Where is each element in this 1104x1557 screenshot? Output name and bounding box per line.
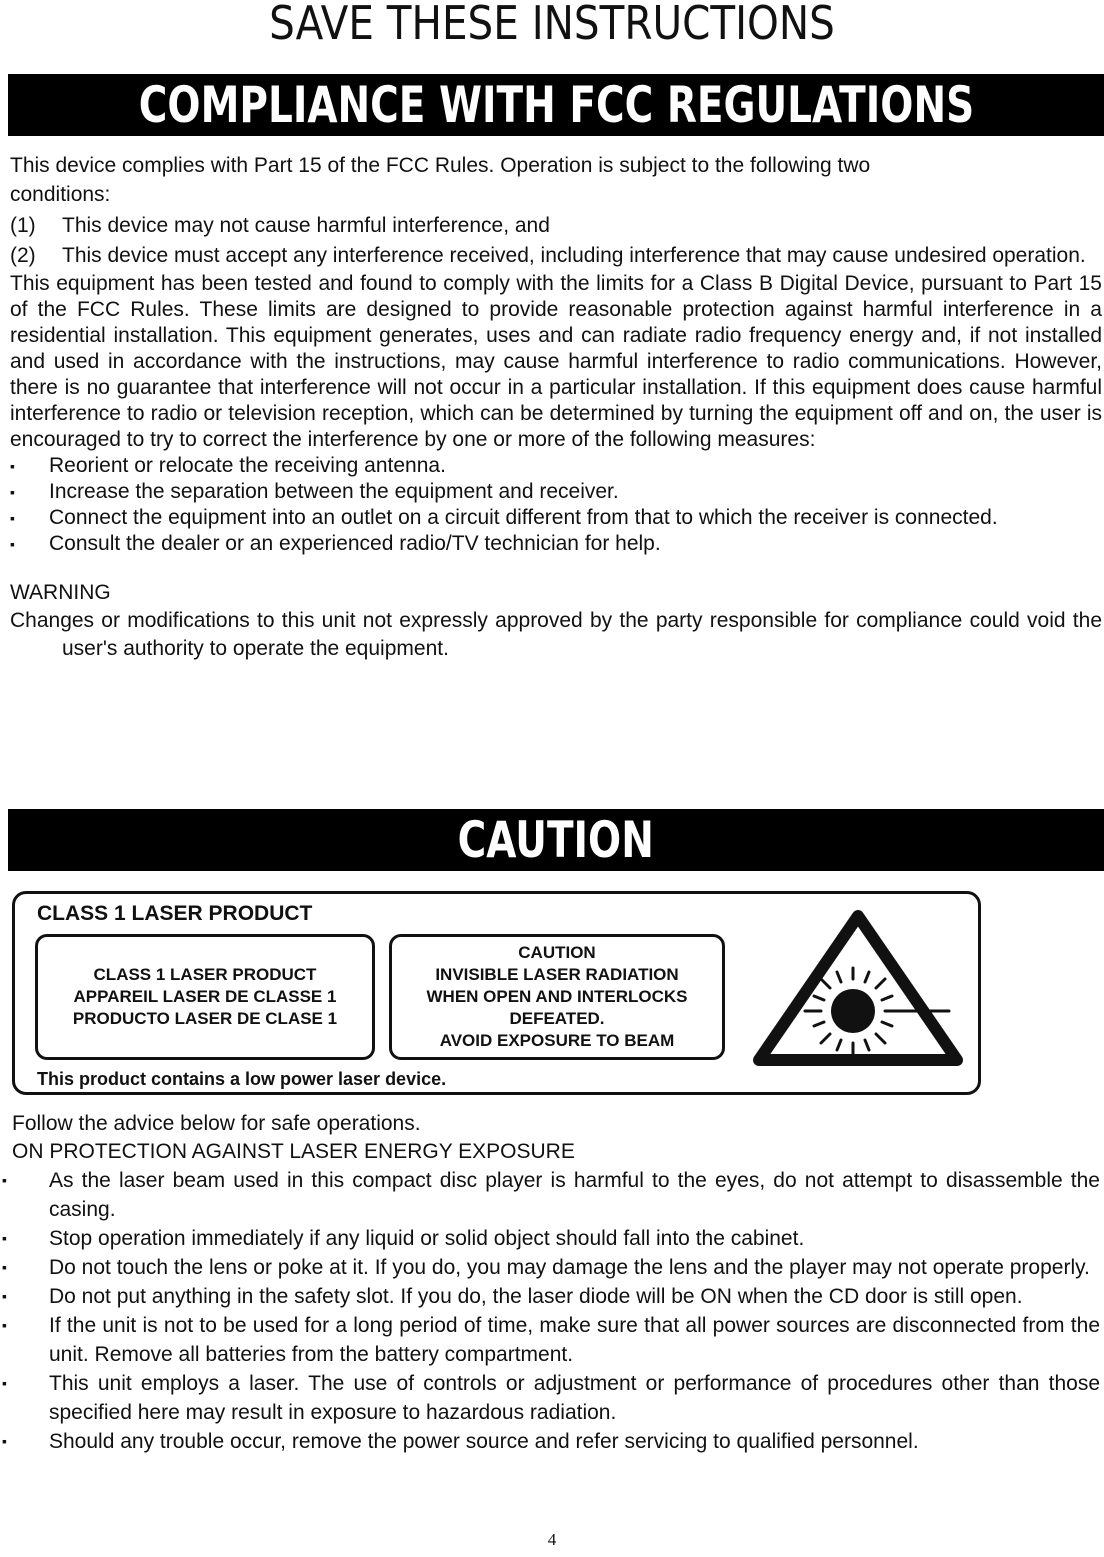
square-bullet-icon: ▪ [10,484,15,500]
measure-text: Consult the dealer or an experienced radio/TV technician for help. [49,532,661,555]
square-bullet-icon: ▪ [2,1259,7,1275]
laser-class-label [35,934,375,1060]
caution-item-text: Do not put anything in the safety slot. If you do, the laser diode will be ON when the CD door is still open. [49,1285,1023,1308]
laser-label-footer: This product contains a low power laser device. [37,1069,447,1089]
fcc-conditions [10,211,1102,271]
square-bullet-icon: ▪ [2,1172,7,1188]
measure-text: Increase the separation between the equipment and receiver. [49,480,619,503]
square-bullet-icon: ▪ [10,510,15,526]
square-bullet-icon: ▪ [10,458,15,474]
fcc-measures [10,453,1102,557]
laser-label-heading: CLASS 1 LASER PRODUCT [37,902,313,925]
fcc-banner [8,74,1104,136]
square-bullet-icon: ▪ [10,536,15,552]
caution-item-text: This unit employs a laser. The use of controls or adjustment or performance of procedures other than those specified here may result in exposure to hazardous radiation. [49,1372,1100,1424]
page-number: 4 [547,1530,557,1549]
measure-item [10,479,1102,505]
protection-heading: ON PROTECTION AGAINST LASER ENERGY EXPOSURE [12,1140,575,1163]
caution-item [0,1224,1100,1253]
square-bullet-icon: ▪ [2,1317,7,1333]
caution-section [0,1110,1100,1456]
laser-warning-triangle-icon [753,906,963,1066]
warning-text: Changes or modifications to this unit not expressly approved by the party responsible for compliance could void the user's authority to operate the equipment. [10,609,1102,660]
caution-item [0,1253,1100,1282]
caution-item-text: Should any trouble occur, remove the power source and refer servicing to qualified personnel. [49,1430,919,1453]
laser-caution-label [389,934,725,1060]
laser-class-line: CLASS 1 LASER PRODUCT [93,965,317,984]
measure-text: Reorient or relocate the receiving antenna. [49,454,446,477]
caution-item [0,1369,1100,1427]
fcc-banner-text: COMPLIANCE WITH FCC REGULATIONS [138,76,974,134]
condition-number: (1) [10,214,36,237]
caution-item-text: As the laser beam used in this compact disc player is harmful to the eyes, do not attempt to disassemble the casing. [49,1169,1100,1221]
square-bullet-icon: ▪ [2,1375,7,1391]
caution-item [0,1282,1100,1311]
laser-label-panel [12,891,981,1095]
caution-item [0,1166,1100,1224]
measure-item [10,531,1102,557]
advice-intro: Follow the advice below for safe operations. [12,1112,421,1135]
warning-heading: WARNING [10,581,111,604]
caution-item-text: Stop operation immediately if any liquid or solid object should fall into the cabinet. [49,1227,805,1250]
caution-item [0,1427,1100,1456]
laser-caution-line: INVISIBLE LASER RADIATION [435,965,679,984]
square-bullet-icon: ▪ [2,1288,7,1304]
condition-text: This device may not cause harmful interference, and [62,214,550,237]
fcc-section [10,153,1102,663]
laser-class-line: PRODUCTO LASER DE CLASE 1 [72,1009,338,1028]
square-bullet-icon: ▪ [2,1433,7,1449]
fcc-body: This equipment has been tested and found to comply with the limits for a Class B Digital Device, pursuant to Part 15 of the FCC Rules. These limits are designed to provide reasonable protection against harmful interference in a residential installation. This equipment generates, uses and can radiate radio frequency energy and, if not installed and used in accordance with the instructions, may cause harmful interference to radio communications. However, there is no guarantee that interference will not occur in a particular installation. If this equipment does cause harmful interference to radio or television reception, which can be determined by turning the equipment off and on, the user is encouraged to try to correct the interference by one or more of the following measures: [10,272,1102,451]
condition-text: This device must accept any interference received, including interference that may cause undesired operation. [62,244,1086,267]
caution-item [0,1311,1100,1369]
fcc-intro-line2: conditions: [10,183,111,206]
caution-banner [8,809,1104,871]
caution-banner-text: CAUTION [457,811,655,869]
laser-caution-line: DEFEATED. [509,1009,605,1028]
condition-item [10,241,1102,271]
page-title: SAVE THESE INSTRUCTIONS [269,0,835,50]
condition-item [10,211,1102,241]
caution-item-text: If the unit is not to be used for a long period of time, make sure that all power sources are disconnected from the unit. Remove all batteries from the battery compartment. [49,1314,1100,1366]
condition-number: (2) [10,244,36,267]
measure-item [10,453,1102,479]
laser-caution-line: CAUTION [518,943,596,962]
laser-caution-line: AVOID EXPOSURE TO BEAM [439,1031,675,1050]
measure-item [10,505,1102,531]
fcc-intro-line1: This device complies with Part 15 of the FCC Rules. Operation is subject to the following two [10,154,871,177]
laser-class-line: APPAREIL LASER DE CLASSE 1 [73,987,337,1006]
caution-item-text: Do not touch the lens or poke at it. If you do, you may damage the lens and the player may not operate properly. [49,1256,1090,1279]
square-bullet-icon: ▪ [2,1230,7,1246]
laser-caution-line: WHEN OPEN AND INTERLOCKS [426,987,688,1006]
caution-list [0,1166,1100,1456]
measure-text: Connect the equipment into an outlet on a circuit different from that to which the receiver is connected. [49,506,998,529]
